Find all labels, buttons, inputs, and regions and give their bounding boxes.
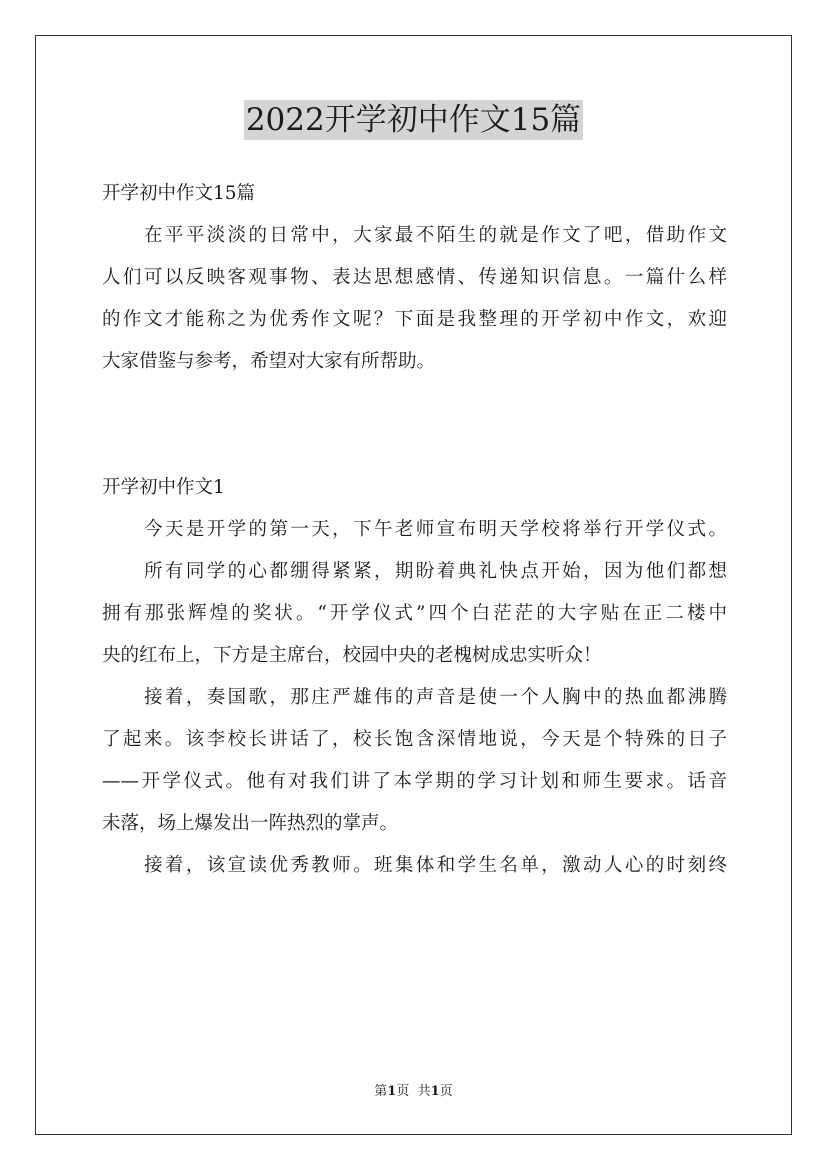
- paragraph-line: 未落，场上爆发出一阵热烈的掌声。: [102, 813, 399, 834]
- document-title: 2022开学初中作文15篇: [245, 102, 582, 138]
- total-suffix: 页: [439, 1084, 453, 1099]
- page-prefix: 第: [374, 1084, 388, 1099]
- document-body: [102, 173, 727, 887]
- intro-line: 人们可以反映客观事物、表达思想感情、传递知识信息。一篇什么样: [102, 267, 727, 288]
- blank-line: [102, 425, 727, 467]
- section-heading: 开学初中作文1: [102, 477, 225, 498]
- paragraph-line: 今天是开学的第一天，下午老师宣布明天学校将举行开学仪式。: [144, 519, 727, 540]
- intro-line: 在平平淡淡的日常中，大家最不陌生的就是作文了吧，借助作文: [144, 225, 727, 246]
- title-container: [0, 100, 827, 140]
- paragraph-line: 了起来。该李校长讲话了，校长饱含深情地说，今天是个特殊的日子: [102, 729, 727, 750]
- document-subtitle: 开学初中作文15篇: [102, 183, 256, 204]
- paragraph-line: 接着，奏国歌，那庄严雄伟的声音是使一个人胸中的热血都沸腾: [144, 687, 727, 708]
- paragraph-line: ——开学仪式。他有对我们讲了本学期的学习计划和师生要求。话音: [102, 771, 727, 792]
- page-suffix: 页: [396, 1084, 410, 1099]
- page-footer: [0, 1083, 827, 1101]
- paragraph-line: 所有同学的心都绷得紧紧，期盼着典礼快点开始，因为他们都想: [144, 561, 727, 582]
- paragraph-line: 央的红布上，下方是主席台，校园中央的老槐树成忠实听众！: [102, 645, 602, 666]
- paragraph-line: 拥有那张辉煌的奖状。“开学仪式”四个白茫茫的大字贴在正二楼中: [102, 603, 727, 624]
- total-pages: 1: [430, 1084, 440, 1099]
- page-number: 1: [387, 1084, 397, 1099]
- intro-line: 的作文才能称之为优秀作文呢？下面是我整理的开学初中作文，欢迎: [102, 309, 727, 330]
- paragraph-line: 接着，该宣读优秀教师。班集体和学生名单，激动人心的时刻终: [144, 855, 727, 876]
- total-prefix: 共: [417, 1084, 431, 1099]
- intro-line: 大家借鉴与参考，希望对大家有所帮助。: [102, 351, 436, 372]
- blank-line: [102, 383, 727, 425]
